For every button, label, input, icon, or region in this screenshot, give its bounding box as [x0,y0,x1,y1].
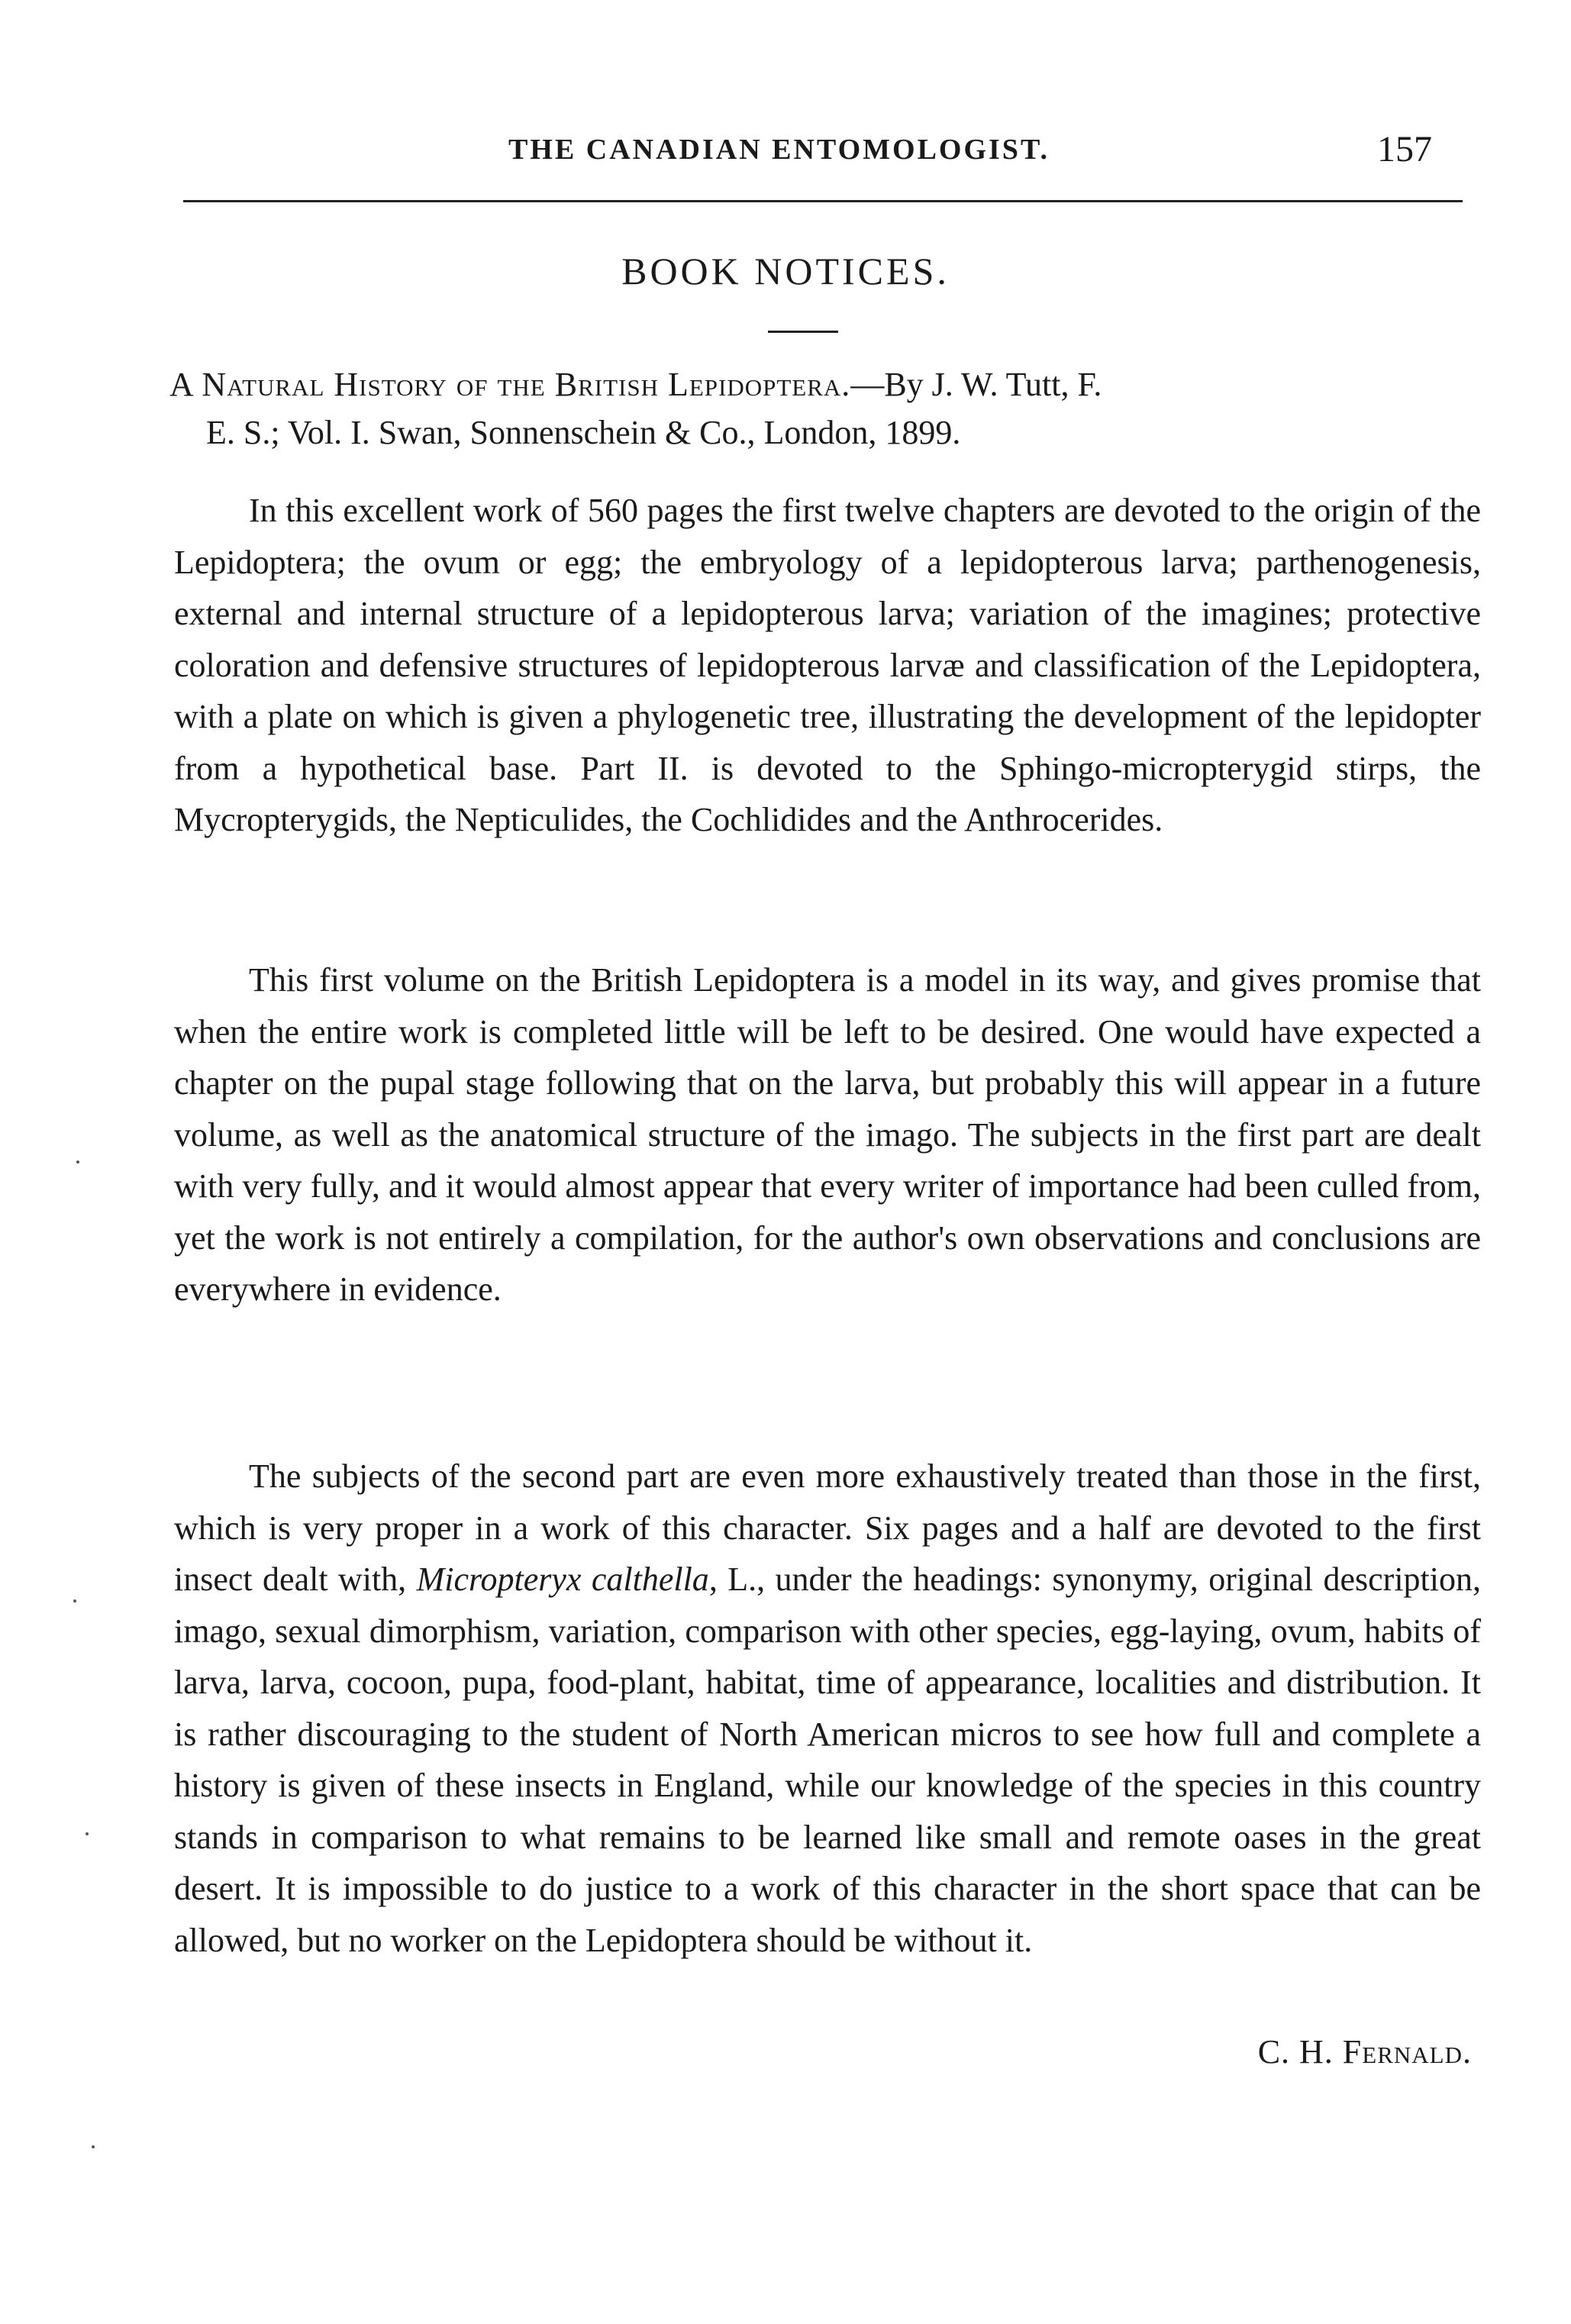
book-title: A Natural History of the British Lepidoptera. [169,366,851,403]
scan-speck [92,2145,95,2148]
paragraph-text: In this excellent work of 560 pages the first twelve chapters are devoted to the origin of the Lepidoptera; the ovum or egg; the embryology of a lepidopterous larva; parthenogenesis, external and internal structure of a lepidopterous larva; variation of the imagines; protective coloration and defensive structures of lepidopterous larvæ and classification of the Lepidoptera, with a plate on which is given a phylogenetic tree, illustrating the development of the lepidopter from a hypothetical base. Part II. is devoted to the Sphingo-micropterygid stirps, the Mycropterygids, the Nepticulides, the Cochlidides and the Anthrocerides. [174,492,1481,838]
paragraph-text: This first volume on the British Lepidoptera is a model in its way, and gives promise that when the entire work is completed little will be left to be desired. One would have expected a chapter on the pupal stage following that on the larva, but probably this will appear in a future volume, as well as the anatomical structure of the imago. The subjects in the first part are dealt with very fully, and it would almost appear that every writer of importance had been culled from, yet the work is not entirely a compilation, for the author's own observations and conclusions are everywhere in evidence. [174,961,1481,1308]
page-number: 157 [1377,129,1432,169]
citation-line-2: E. S.; Vol. I. Swan, Sonnenschein & Co., London, 1899. [206,414,961,451]
paragraph-text-end: , L., under the headings: synonymy, original description, imago, sexual dimorphism, variation, comparison with other species, egg-laying, ovum, habits of larva, larva, cocoon, pupa, food-plant, habitat, time of appearance, localities and distribution. It is rather discouraging to the student of North American micros to see how full and complete a history is given of these insects in England, while our knowledge of the species in this country stands in comparison to what remains to be learned like small and remote oases in the great desert. It is impossible to do justice to a work of this character in the short space that can be allowed, but no worker on the Lepidoptera should be without it. [174,1561,1481,1959]
scan-speck [73,1599,76,1603]
citation-byline: —By J. W. Tutt, F. [850,366,1102,403]
scan-speck [85,1832,89,1835]
running-title: THE CANADIAN ENTOMOLOGIST. [508,134,1050,166]
signature-text: C. H. Fernald. [1257,2033,1472,2071]
species-name: Micropteryx calthella [416,1561,709,1598]
paragraph-text [174,1451,1481,1966]
paragraph-2 [174,954,1481,1315]
header-rule [183,200,1463,202]
book-citation [169,360,1479,457]
citation-line-1 [169,360,1479,408]
section-rule [768,331,838,333]
author-signature [1258,2032,1472,2071]
paragraph-1 [174,485,1481,846]
running-head [183,128,1463,182]
scan-speck [76,1160,79,1164]
paragraph-text-start: The subjects of the second part are even more exhaustively treated than those in the first, which is very proper in a work of this character. Six pages and a half are devoted to the first insect dealt with, [174,1457,1481,1598]
section-title: BOOK NOTICES. [621,250,950,292]
paragraph-3 [174,1451,1481,1966]
